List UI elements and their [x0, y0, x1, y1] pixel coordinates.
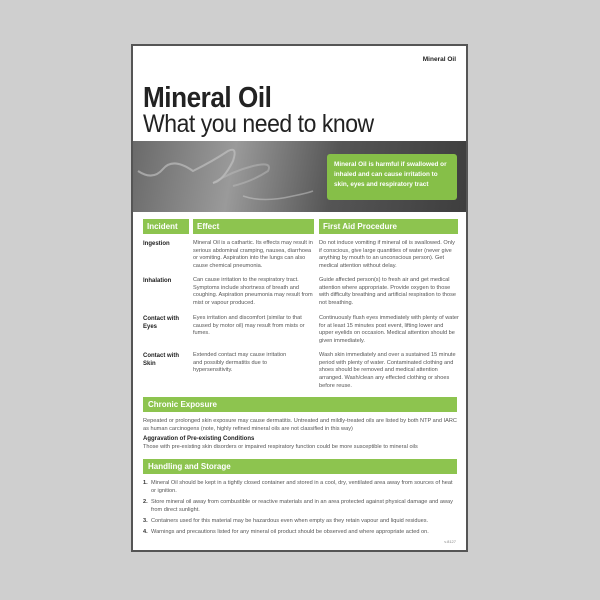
footer-code: v.8127 [444, 539, 456, 544]
effect-cell: Eyes irritation and discomfort (similar to that caused by motor oil) may result from mists or fumes. [193, 315, 305, 337]
item-text: Warnings and precautions listed for any mineral oil product should be observed and where appropriate acted on. [151, 529, 429, 535]
incident-label: Contact with Eyes [143, 316, 179, 330]
hazard-callout: Mineral Oil is harmful if swallowed or inhaled and can cause irritation to skin, eyes and respiratory tract [327, 154, 457, 200]
incident-label: Ingestion [143, 241, 170, 247]
first-aid-cell: Wash skin immediately and over a sustained 15 minute period with plenty of water. Contaminated clothing and shoes should be removed and medical attention arranged. Wash/clean any effected clothing or shoes before reuse. [319, 352, 456, 389]
first-aid-cell: Guide affected person(s) to fresh air and get medical attention where appropriate. Provide oxygen to those with difficulty breathing and artificial respiration to those not breathing. [319, 277, 457, 307]
effect-cell: Mineral Oil is a cathartic. Its effects may result in serious abdominal cramping, nausea, diarrhoea or vomiting. Aspiration into the lungs can also cause chemical pneumonia. [193, 240, 313, 270]
item-text: Store mineral oil away from combustible or reactive materials and in an area protected against physical damage and away from direct sunlight. [151, 499, 453, 513]
handling-item [143, 499, 459, 515]
aggravation-subtitle: Aggravation of Pre-existing Conditions [143, 436, 255, 442]
incident-label: Inhalation [143, 278, 172, 284]
effect-cell: Can cause irritation to the respiratory tract. Symptoms include shortness of breath and coughing. Aspiration pneumonia may result from mist or vapour produced. [193, 277, 313, 307]
col-header-incident: Incident [143, 219, 189, 234]
item-number: 3. [143, 518, 148, 524]
handling-item [143, 529, 459, 537]
col-header-first-aid: First Aid Procedure [319, 219, 458, 234]
item-text: Mineral Oil should be kept in a tightly closed container and stored in a cool, dry, ventilated area away from sources of heat or ignition. [151, 480, 453, 494]
chronic-exposure-header: Chronic Exposure [143, 397, 457, 412]
item-number: 4. [143, 529, 148, 535]
oil-texture-banner [133, 141, 466, 212]
page-title: Mineral Oil [143, 82, 272, 114]
handling-item [143, 480, 459, 496]
effect-cell: Extended contact may cause irritation and possibly dermatitis due to hypersensitivity. [193, 352, 287, 374]
handling-item [143, 518, 459, 526]
page-subtitle: What you need to know [143, 110, 374, 138]
col-header-effect: Effect [193, 219, 314, 234]
item-number: 2. [143, 499, 148, 505]
handling-storage-header: Handling and Storage [143, 459, 457, 474]
chronic-exposure-text: Repeated or prolonged skin exposure may cause dermatitis. Untreated and mildly-treated oils are listed by both NTP and IARC as human carcinogens (note, highly refined mineral oils are not classified in this way) [143, 418, 457, 432]
incident-label: Contact with Skin [143, 353, 179, 367]
item-text: Containers used for this material may be hazardous even when empty as they retain vapour and liquid residues. [151, 518, 429, 524]
first-aid-cell: Do not induce vomiting if mineral oil is swallowed. Only if conscious, give large quantities of water (never give anything by mouth to an unconscious person). Get medical attention without delay. [319, 240, 455, 270]
aggravation-text: Those with pre-existing skin disorders or impaired respiratory function could be more susceptible to mineral oils [143, 444, 418, 450]
poster [131, 44, 468, 552]
item-number: 1. [143, 480, 148, 486]
first-aid-cell: Continuously flush eyes immediately with plenty of water for at least 15 minutes post event, lifting lower and upper eyelids on occasion. Medical attention should be given immediately. [319, 315, 459, 345]
header-label: Mineral Oil [422, 56, 456, 63]
